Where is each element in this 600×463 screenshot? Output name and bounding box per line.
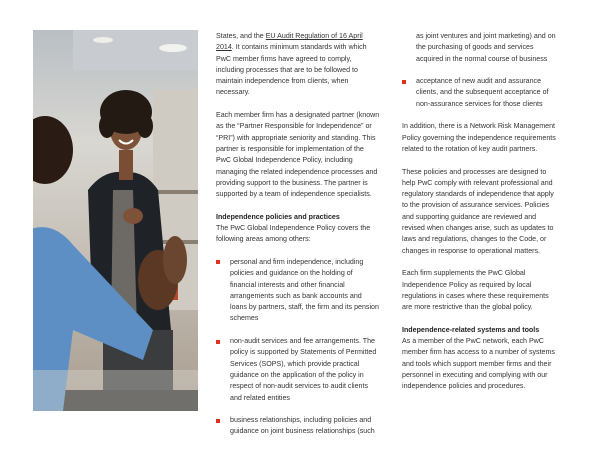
list-item-text: non-audit services and fee arrangements. The policy is supported by Statements of Permitted Services (SOPS), which provide practical guidance on the application of the policy in respect of non-audit services to audit clients and related entities — [230, 337, 377, 402]
text-column-left — [216, 31, 380, 449]
risk-policy-paragraph: In addition, there is a Network Risk Management Policy governing the independence requirements related to the rotation of key audit partners. — [402, 122, 556, 153]
list-item-continuation — [402, 31, 560, 65]
partner-paragraph: Each member firm has a designated partner (known as the “Partner Responsible for Independence” or “PRI”) with appropriate seniority and standing. This partner is responsible for implementation of the PwC Global Independence Policy, including managing the related independence processes and providing support to the business. The partner is supported by a team of independence specialists. — [216, 111, 380, 199]
eu-audit-regulation-link[interactable]: EU Audit Regulation of 16 April 2014 — [216, 32, 363, 52]
list-item-text: business relationships, including policies and guidance on joint business relationships (such — [230, 416, 375, 436]
bullet-square-icon — [216, 340, 220, 344]
systems-paragraph: As a member of the PwC network, each PwC member firm has access to a number of systems and tools which support member firms and their personnel in executing and complying with our independence policies and procedures. — [402, 337, 555, 391]
supplement-paragraph: Each firm supplements the PwC Global Independence Policy as required by local regulations in cases where these requirements are more restrictive than the global policy. — [402, 269, 549, 312]
list-item — [216, 336, 380, 404]
list-item — [216, 257, 380, 325]
list-item — [402, 76, 560, 110]
list-item-text: acceptance of new audit and assurance clients, and the subsequent acceptance of non-assurance services for those clients — [416, 77, 549, 108]
bullet-square-icon — [402, 80, 406, 84]
section-heading-systems: Independence-related systems and tools — [402, 325, 540, 334]
photo-illustration — [33, 30, 198, 411]
list-item-text: personal and firm independence, including policies and guidance on the holding of financial interests and other financial arrangements such as bank accounts and loans by partners, staff, the firm and its pension schemes — [230, 257, 379, 323]
intro-text: States, and the — [216, 32, 266, 40]
list-item-text: as joint ventures and joint marketing) and on the purchasing of goods and services acquired in the normal course of business — [416, 32, 556, 63]
bullet-square-icon — [216, 419, 220, 423]
intro-paragraph — [216, 31, 380, 99]
section-heading-policies: Independence policies and practices — [216, 212, 340, 221]
design-paragraph: These policies and processes are designed to help PwC comply with relevant professional and regulatory standards of independence that apply to the provision of assurance services. Policies and supporting guidance are reviewed and revised when changes arise, such as updates to laws and regulations, changes to the Code, or changes in response to operational matters. — [402, 167, 554, 255]
photo-colleagues-clapping — [33, 30, 198, 411]
bullet-square-icon — [216, 260, 220, 264]
list-item — [216, 415, 380, 438]
intro-text-end: . It contains minimum standards with which PwC member firms have agreed to comply, including processes that are to be followed to maintain independence from clients, when necessary. — [216, 43, 367, 97]
policies-intro: The PwC Global Independence Policy covers the following areas among others: — [216, 224, 371, 244]
text-column-right — [402, 31, 560, 404]
